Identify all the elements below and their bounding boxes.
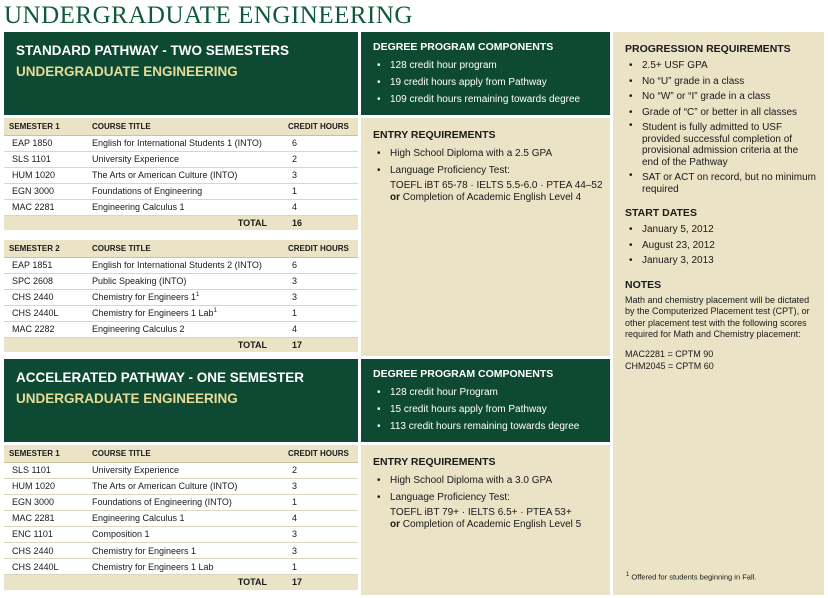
course-title xyxy=(87,321,283,337)
table-row xyxy=(4,289,358,305)
table-row xyxy=(4,151,358,167)
list-item: • No “W” or “I” grade in a class xyxy=(625,89,816,105)
table-header-row xyxy=(4,445,358,462)
course-title-text: English for International Students 2 (INTO) xyxy=(92,260,262,271)
list-item: • 128 credit hour program xyxy=(373,57,610,74)
course-title: Foundations of Engineering xyxy=(87,183,283,199)
table-row xyxy=(4,559,358,575)
column-header: SEMESTER 1 xyxy=(4,445,87,462)
course-title-text: Chemistry for Engineers 1 Lab xyxy=(92,308,214,319)
table-row xyxy=(4,462,358,478)
course-title-text: Chemistry for Engineers 1 xyxy=(92,292,197,303)
credit-hours: 1 xyxy=(283,183,358,199)
course-code: EAP 1850 xyxy=(4,135,87,151)
column-header: CREDIT HOURS xyxy=(283,118,358,135)
course-title: Composition 1 xyxy=(87,526,283,542)
total-value: 16 xyxy=(283,215,358,230)
course-code: EGN 3000 xyxy=(4,183,87,199)
accelerated-scores-line: TOEFL iBT 79+ · IELTS 6.5+ · PTEA 53+ xyxy=(390,507,572,518)
course-code: MAC 2281 xyxy=(4,199,87,215)
list-item: • August 23, 2012 xyxy=(625,238,816,254)
table-row xyxy=(4,542,358,558)
course-title: Foundations of Engineering (INTO) xyxy=(87,494,283,510)
total-label: TOTAL xyxy=(4,337,283,352)
course-code: CHS 2440 xyxy=(4,289,87,305)
list-item: • Language Proficiency Test: xyxy=(373,162,610,179)
table-row xyxy=(4,526,358,542)
credit-hours: 3 xyxy=(283,289,358,305)
standard-entry-list xyxy=(373,145,610,179)
course-code: CHS 2440 xyxy=(4,542,87,558)
standard-test-scores xyxy=(373,180,610,204)
list-item: • January 5, 2012 xyxy=(625,222,816,238)
list-item: • High School Diploma with a 3.0 GPA xyxy=(373,472,610,489)
footnote-text: Offered for students beginning in Fall. xyxy=(629,572,757,582)
standard-components-title: DEGREE PROGRAM COMPONENTS xyxy=(373,41,554,53)
list-item: • 128 credit hour Program xyxy=(373,384,610,401)
standard-scores-line: TOEFL iBT 65-78 · IELTS 5.5-6.0 · PTEA 44–52 xyxy=(390,180,603,191)
or-label: or xyxy=(390,519,400,530)
credit-hours: 2 xyxy=(283,462,358,478)
column-header: CREDIT HOURS xyxy=(283,240,358,257)
standard-pathway-banner xyxy=(4,32,358,115)
course-title: The Arts or American Culture (INTO) xyxy=(87,167,283,183)
list-item: • January 3, 2013 xyxy=(625,253,816,269)
course-title xyxy=(87,273,283,289)
list-item: • Grade of “C” or better in all classes xyxy=(625,105,816,121)
standard-entry-title: ENTRY REQUIREMENTS xyxy=(373,129,496,141)
or-label: or xyxy=(390,192,400,203)
notes-text: Math and chemistry placement will be dictated by the Computerized Placement test (CPT), or other placement test with the following scores required for Math and Chemistry placement: xyxy=(625,294,810,339)
total-row xyxy=(4,575,358,590)
course-code: CHS 2440L xyxy=(4,559,87,575)
table-row xyxy=(4,478,358,494)
list-item: • 15 credit hours apply from Pathway xyxy=(373,401,610,418)
list-item: • 19 credit hours apply from Pathway xyxy=(373,74,610,91)
notes-title: NOTES xyxy=(625,278,662,291)
course-title: University Experience xyxy=(87,151,283,167)
table-row xyxy=(4,321,358,337)
course-title: University Experience xyxy=(87,462,283,478)
credit-hours: 3 xyxy=(283,478,358,494)
credit-hours: 4 xyxy=(283,199,358,215)
course-code: CHS 2440L xyxy=(4,305,87,321)
list-item: • SAT or ACT on record, but no minimum required xyxy=(625,170,816,197)
course-code: ENC 1101 xyxy=(4,526,87,542)
progression-list xyxy=(625,58,816,197)
course-code: SLS 1101 xyxy=(4,151,87,167)
course-title xyxy=(87,305,283,321)
course-title-text: Engineering Calculus 2 xyxy=(92,324,185,335)
table-row xyxy=(4,494,358,510)
accelerated-entry-box xyxy=(361,445,610,595)
course-code: HUM 1020 xyxy=(4,478,87,494)
standard-entry-box xyxy=(361,118,610,356)
progression-title: PROGRESSION REQUIREMENTS xyxy=(625,43,791,55)
course-title: Engineering Calculus 1 xyxy=(87,510,283,526)
footnote-mark: 1 xyxy=(196,292,200,299)
total-value: 17 xyxy=(283,575,358,590)
total-label: TOTAL xyxy=(4,215,283,230)
course-code: HUM 1020 xyxy=(4,167,87,183)
list-item: • Student is fully admitted to USF provided successful completion of provisional admission criteria at the end of the Pathway xyxy=(625,120,816,170)
course-title: The Arts or American Culture (INTO) xyxy=(87,478,283,494)
standard-components-box xyxy=(361,32,610,115)
course-code: MAC 2281 xyxy=(4,510,87,526)
requirements-sidebar xyxy=(613,32,824,595)
table-row xyxy=(4,510,358,526)
list-item: • 113 credit hours remaining towards degree xyxy=(373,418,610,435)
standard-semester1-table xyxy=(4,118,358,230)
accelerated-semester1-table xyxy=(4,445,358,590)
credit-hours: 6 xyxy=(283,135,358,151)
table-row xyxy=(4,183,358,199)
course-title-text: Public Speaking (INTO) xyxy=(92,276,187,287)
table-row xyxy=(4,167,358,183)
credit-hours: 4 xyxy=(283,510,358,526)
placement-score-line: MAC2281 = CPTM 90 xyxy=(625,348,714,359)
start-dates-title: START DATES xyxy=(625,207,697,219)
standard-scores-alt: Completion of Academic English Level 4 xyxy=(402,192,582,203)
course-code: MAC 2282 xyxy=(4,321,87,337)
credit-hours: 3 xyxy=(283,273,358,289)
total-label: TOTAL xyxy=(4,575,283,590)
credit-hours: 4 xyxy=(283,321,358,337)
accelerated-entry-list xyxy=(373,472,610,506)
standard-pathway-heading: STANDARD PATHWAY - TWO SEMESTERS xyxy=(16,43,290,58)
course-title xyxy=(87,257,283,273)
credit-hours: 1 xyxy=(283,305,358,321)
accelerated-pathway-banner xyxy=(4,359,358,442)
course-title: English for International Students 1 (INTO) xyxy=(87,135,283,151)
standard-components-list xyxy=(373,57,610,108)
table-header-row xyxy=(4,118,358,135)
column-header: COURSE TITLE xyxy=(87,445,283,462)
standard-semester2-table xyxy=(4,240,358,352)
page-title: UNDERGRADUATE ENGINEERING xyxy=(4,2,413,29)
credit-hours: 1 xyxy=(283,559,358,575)
accelerated-pathway-heading: ACCELERATED PATHWAY - ONE SEMESTER xyxy=(16,370,305,385)
credit-hours: 3 xyxy=(283,542,358,558)
table-row xyxy=(4,305,358,321)
course-title: Chemistry for Engineers 1 Lab xyxy=(87,559,283,575)
column-header: SEMESTER 2 xyxy=(4,240,87,257)
list-item: • No “U” grade in a class xyxy=(625,74,816,90)
course-title xyxy=(87,289,283,305)
course-title: Chemistry for Engineers 1 xyxy=(87,542,283,558)
table-row xyxy=(4,273,358,289)
table-row xyxy=(4,257,358,273)
credit-hours: 6 xyxy=(283,257,358,273)
accelerated-components-box xyxy=(361,359,610,442)
list-item: • High School Diploma with a 2.5 GPA xyxy=(373,145,610,162)
list-item: • 2.5+ USF GPA xyxy=(625,58,816,74)
total-value: 17 xyxy=(283,337,358,352)
accelerated-components-list xyxy=(373,384,610,435)
course-code: EAP 1851 xyxy=(4,257,87,273)
credit-hours: 3 xyxy=(283,526,358,542)
column-header: CREDIT HOURS xyxy=(283,445,358,462)
table-row xyxy=(4,135,358,151)
total-row xyxy=(4,215,358,230)
course-code: SPC 2608 xyxy=(4,273,87,289)
accelerated-test-scores xyxy=(373,507,610,531)
start-dates-list xyxy=(625,222,816,269)
list-item: • 109 credit hours remaining towards degree xyxy=(373,91,610,108)
accelerated-scores-alt: Completion of Academic English Level 5 xyxy=(402,519,582,530)
column-header: COURSE TITLE xyxy=(87,118,283,135)
column-header: SEMESTER 1 xyxy=(4,118,87,135)
accelerated-components-title: DEGREE PROGRAM COMPONENTS xyxy=(373,368,554,380)
list-item: • Language Proficiency Test: xyxy=(373,489,610,506)
credit-hours: 3 xyxy=(283,167,358,183)
standard-pathway-subheading: UNDERGRADUATE ENGINEERING xyxy=(16,64,238,79)
footnote-mark: 1 xyxy=(626,572,630,578)
footnote-mark: 1 xyxy=(213,308,217,315)
credit-hours: 1 xyxy=(283,494,358,510)
course-code: EGN 3000 xyxy=(4,494,87,510)
accelerated-entry-title: ENTRY REQUIREMENTS xyxy=(373,456,496,468)
accelerated-pathway-subheading: UNDERGRADUATE ENGINEERING xyxy=(16,391,238,406)
placement-score-line: CHM2045 = CPTM 60 xyxy=(625,360,714,371)
total-row xyxy=(4,337,358,352)
course-code: SLS 1101 xyxy=(4,462,87,478)
table-header-row xyxy=(4,240,358,257)
footnote xyxy=(626,572,756,582)
course-title: Engineering Calculus 1 xyxy=(87,199,283,215)
table-row xyxy=(4,199,358,215)
column-header: COURSE TITLE xyxy=(87,240,283,257)
credit-hours: 2 xyxy=(283,151,358,167)
